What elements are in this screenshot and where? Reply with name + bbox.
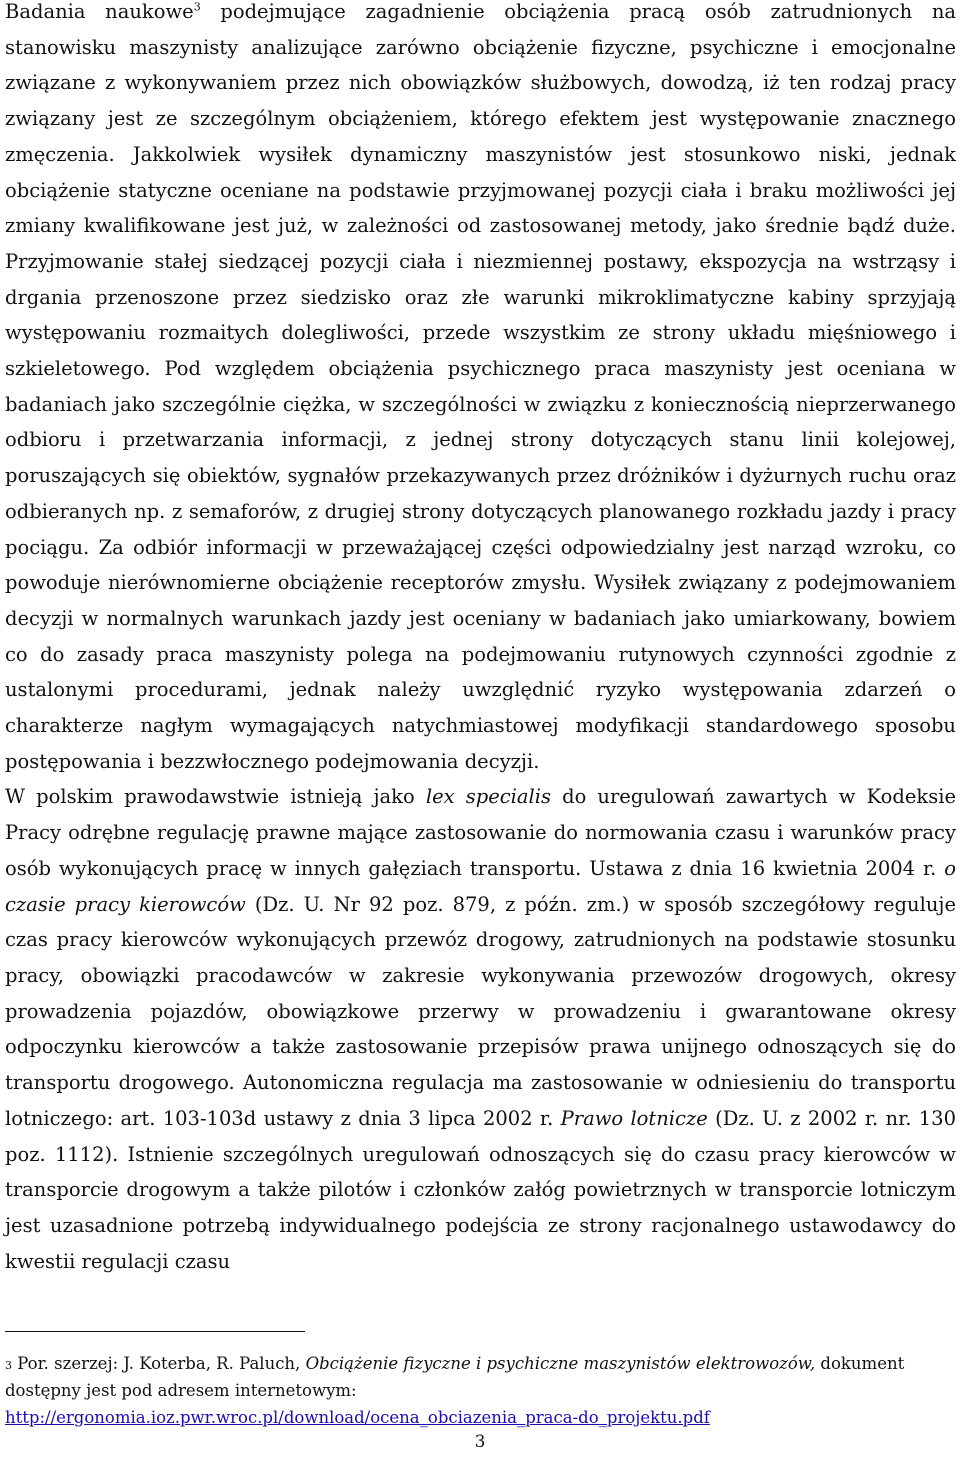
paragraph-1-text: podejmujące zagadnienie obciążenia pracą osób zatrudnionych na stanowisku maszynisty analizujące zarówno obciążenie fizyczne, psychiczne i emocjonalne związane z wykonywaniem przez nich obowiązków służbowych, dowodzą, iż ten rodzaj pracy związany jest ze szczególnym obciążeniem, którego efektem jest występowanie znacznego zmęczenia. Jakkolwiek wysiłek dynamiczny maszynistów jest stosunkowo niski, jednak obciążenie statyczne oceniane na podstawie przyjmowanej pozycji ciała i braku możliwości jej zmiany kwalifikowane jest już, w zależności od zastosowanej metody, jako średnie bądź duże. Przyjmowanie stałej siedzącej pozycji ciała i niezmiennej postawy, ekspozycja na wstrząsy i drgania przenoszone przez siedzisko oraz złe warunki mikroklimatyczne kabiny sprzyjają występowaniu rozmaitych dolegliwości, przede wszystkim ze strony układu mięśniowego i szkieletowego. Pod względem obciążenia psychicznego praca maszynisty jest oceniana w badaniach jako szczególnie ciężka, w szczególności w związku z koniecznością nieprzerwanego odbioru i przetwarzania informacji, z jednej strony dotyczących stanu linii kolejowej, poruszających się obiektów, sygnałów przekazywanych przez dróżników i dyżurnych ruchu oraz odbieranych np. z semaforów, z drugiej strony dotyczących planowanego rozkładu jazdy i pracy pociągu. Za odbiór informacji w przeważającej części odpowiedzialny jest narząd wzroku, co powoduje nierównomierne obciążenie receptorów zmysłu. Wysiłek związany z podejmowaniem decyzji w normalnych warunkach jazdy jest oceniany w badaniach jako umiarkowany, bowiem co do zasady praca maszynisty polega na podejmowaniu rutynowych czynności zgodnie z ustalonymi procedurami, jednak należy uwzględnić ryzyko występowania zdarzeń o charakterze nagłym wymagających natychmiastowej modyfikacji standardowego sposobu postępowania i bezzwłocznego podejmowania decyzji. (5, 0, 957, 773)
paragraph-2-text-c: (Dz. U. Nr 92 poz. 879, z późn. zm.) w sposób szczegółowy reguluje czas pracy kierowców wykonujących przewóz drogowy, zatrudnionych na podstawie stosunku pracy, obowiązki pracodawców w zakresie wykonywania przewozów drogowych, okresy prowadzenia pojazdów, obowiązkowe przerwy w prowadzeniu i gwarantowane okresy odpoczynku kierowców a także zastosowanie przepisów prawa unijnego odnoszących się do transportu drogowego. Autonomiczna regulacja ma zastosowanie w odniesieniu do transportu lotniczego: art. 103-103d ustawy z dnia 3 lipca 2002 r. (5, 892, 956, 1130)
paragraph-1 (5, 0, 956, 779)
footnote-reference[interactable]: 3 (193, 0, 201, 14)
footnote-link[interactable]: http://ergonomia.ioz.pwr.wroc.pl/download/ocena_obciazenia_praca-do_projektu.pdf (5, 1408, 710, 1427)
footnote-text-a: Por. szerzej: J. Koterba, R. Paluch, (12, 1354, 306, 1373)
act-title-aviation: Prawo lotnicze (560, 1106, 708, 1130)
footnote-separator (5, 1331, 305, 1332)
paragraph-1-start: Badania naukowe (5, 0, 194, 23)
paragraph-2-text-d: (Dz. U. z 2002 r. nr. 130 poz. 1112). Istnienie szczególnych uregulowań odnoszących się do czasu pracy kierowców w transporcie drogowym a także pilotów i członków załóg powietrznych w transporcie lotniczym jest uzasadnione potrzebą indywidualnego podejścia ze strony racjonalnego ustawodawcy do kwestii regulacji czasu (5, 1106, 956, 1273)
paragraph-2 (5, 779, 956, 1279)
page-number: 3 (474, 1432, 486, 1452)
footnote-cited-title: Obciążenie fizyczne i psychiczne maszynistów elektrowozów, (305, 1354, 816, 1373)
footnote-mark: 3 (5, 1359, 12, 1372)
paragraph-2-text-a: W polskim prawodawstwie istnieją jako (5, 785, 426, 809)
lex-specialis-term: lex specialis (425, 785, 551, 809)
paragraph-2-text-b: do uregulowań zawartych w Kodeksie Pracy odrębne regulację prawne mające zastosowanie do normowania czasu i warunków pracy osób wykonujących pracę w innych gałęziach transportu. Ustawa z dnia 16 kwietnia 2004 r. (5, 785, 956, 880)
footnote (5, 1350, 956, 1431)
body-text (5, 0, 956, 1279)
act-title-drivers: o czasie pracy kierowców (5, 856, 956, 916)
footnote-text-b: dokument dostępny jest pod adresem internetowym: (5, 1354, 905, 1400)
